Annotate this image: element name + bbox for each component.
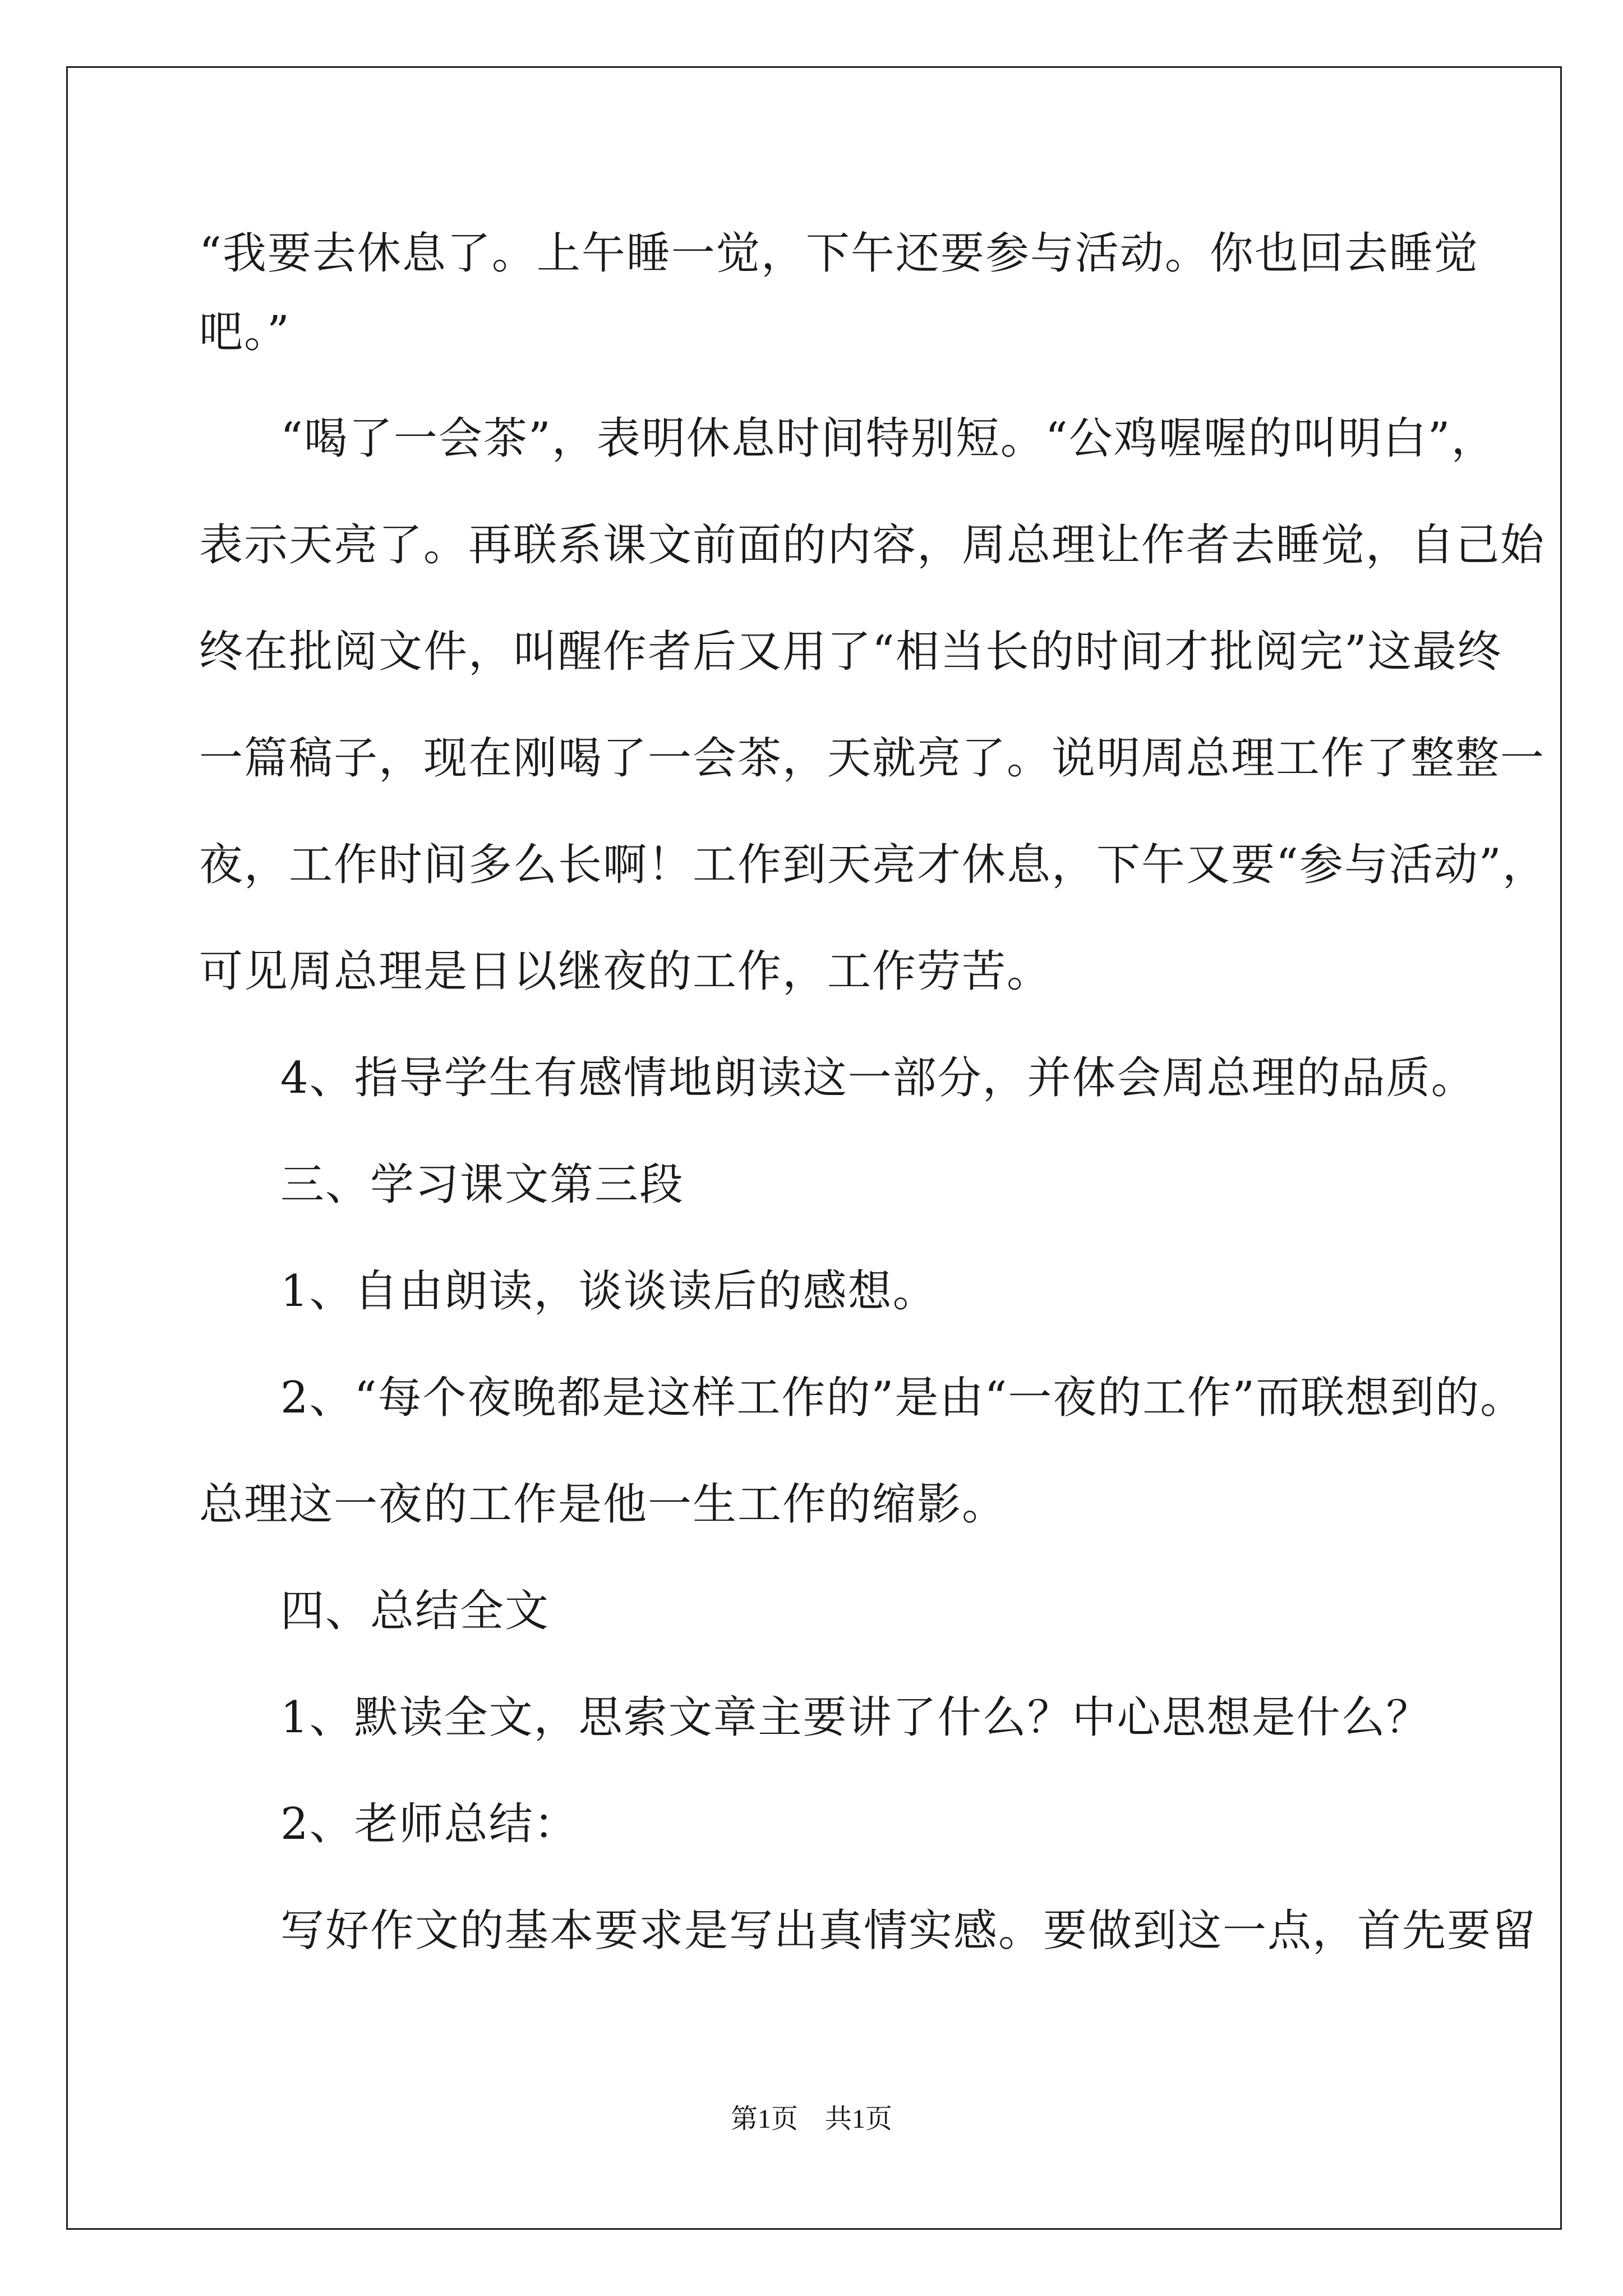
section-heading: 三、学习课文第三段 [280,1159,685,1210]
text-line: 4、指导学生有感情地朗读这一部分，并体会周总理的品质。 [280,1053,1476,1103]
text-line: “喝了一会茶”，表明休息时间特别短。“公鸡喔喔的叫明白”， [280,413,1496,464]
text-line: 总理这一夜的工作是他一生工作的缩影。 [199,1479,1007,1530]
section-heading: 四、总结全文 [280,1586,550,1636]
text-line: 终在批阅文件，叫醒作者后又用了“相当长的时间才批阅完”这最终 [199,627,1502,677]
page-footer: 第1页 共1页 [730,2104,892,2134]
text-line: 1、默读全文，思索文章主要讲了什么？中心思想是什么？ [280,1692,1431,1743]
text-line: 可见周总理是日以继夜的工作，工作劳苦。 [199,946,1052,997]
text-line: 表示天亮了。再联系课文前面的内容，周总理让作者去睡觉，自己始 [199,520,1546,570]
text-line: 1、自由朗读，谈谈读后的感想。 [280,1266,938,1317]
text-line: “我要去休息了。上午睡一觉，下午还要参与活动。你也回去睡觉 [199,228,1479,279]
text-line: 夜，工作时间多么长啊！工作到天亮才休息，下午又要“参与活动”， [199,840,1547,890]
text-line: 2、“每个夜晚都是这样工作的”是由“一夜的工作”而联想到的。 [280,1373,1525,1423]
text-line: 2、老师总结： [280,1799,579,1849]
text-line: 吧。” [199,307,291,357]
text-line: 写好作文的基本要求是写出真情实感。要做到这一点，首先要留 [280,1906,1537,1956]
text-line: 一篇稿子，现在刚喝了一会茶，天就亮了。说明周总理工作了整整一 [199,733,1546,784]
